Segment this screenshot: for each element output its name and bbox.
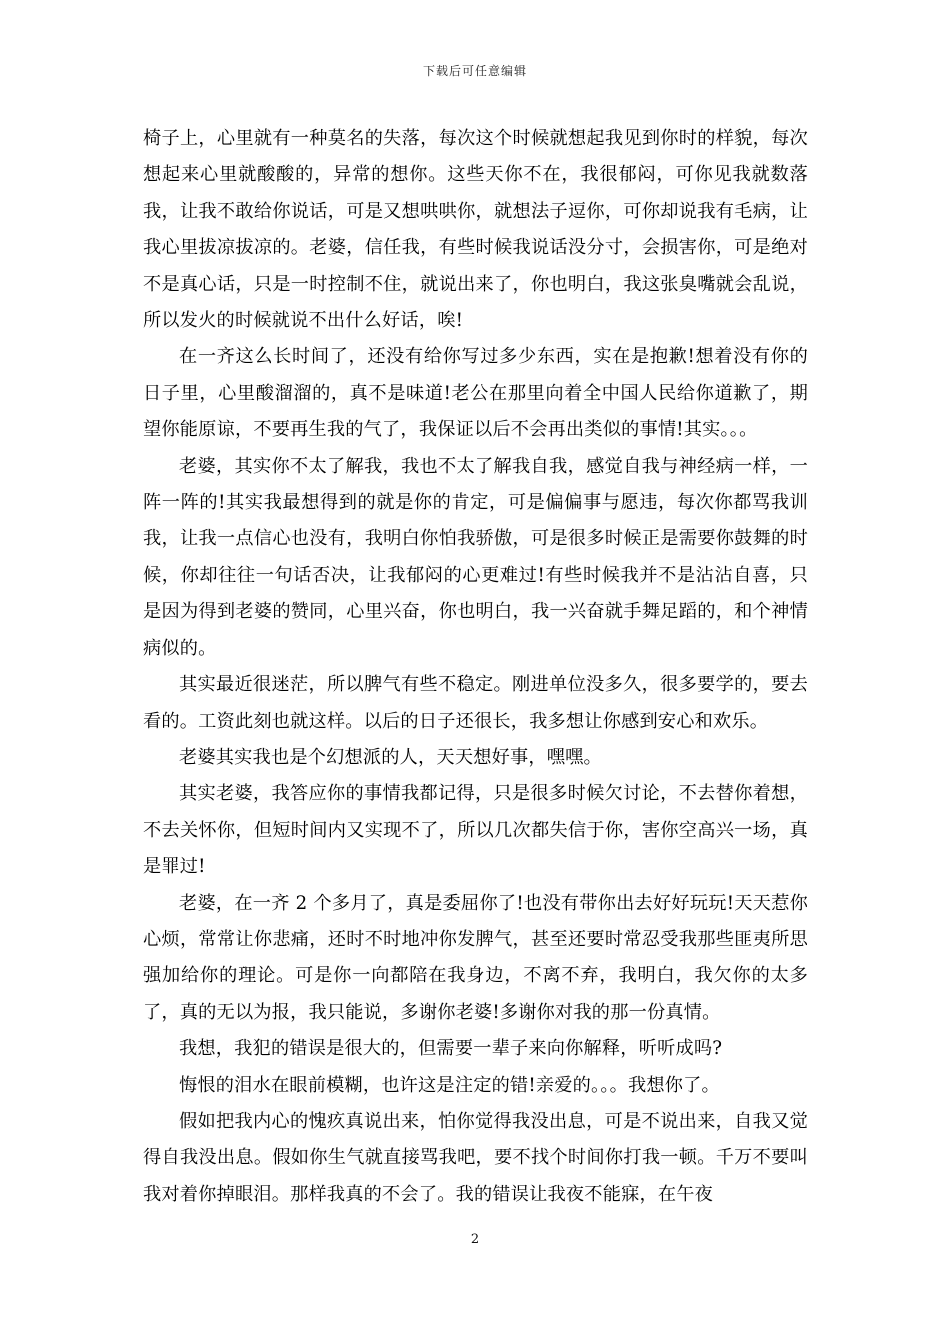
- paragraph: 我想，我犯的错误是很大的，但需要一辈子来向你解释，听听成吗?: [179, 1038, 723, 1060]
- paragraph: 其实最近很迷茫，所以脾气有些不稳定。刚进单位没多久，很多要学的，要去看的。工资此刻也就这样。以后的日子还很长，我多想让你感到安心和欢乐。: [143, 674, 808, 732]
- paragraph: 老婆，其实你不太了解我，我也不太了解我自我，感觉自我与神经病一样，一阵一阵的!其实我最想得到的就是你的肯定，可是偏偏事与愿违，每次你都骂我训我，让我一点信心也没有，我明白你怕我骄傲，可是很多时候正是需要你鼓舞的时候，你却往往一句话否决，让我郁闷的心更难过!有些时候我并不是沾沾自喜，只是因为得到老婆的赞同，心里兴奋，你也明白，我一兴奋就手舞足蹈的，和个神情病似的。: [143, 455, 808, 659]
- paragraph: 在一齐这么长时间了，还没有给你写过多少东西，实在是抱歉!想着没有你的日子里，心里酸溜溜的，真不是味道!老公在那里向着全中国人民给你道歉了，期望你能原谅，不要再生我的气了，我保证以后不会再出类似的事情!其实。。。: [143, 346, 808, 441]
- page-number: 2: [470, 1232, 480, 1247]
- paragraph: 悔恨的泪水在眼前模糊，也许这是注定的错!亲爱的。。。我想你了。: [179, 1074, 720, 1096]
- document-body: [143, 121, 808, 1213]
- paragraph: 假如把我内心的愧疚真说出来，怕你觉得我没出息，可是不说出来，自我又觉得自我没出息。假如你生气就直接骂我吧，要不找个时间你打我一顿。千万不要叫我对着你掉眼泪。那样我真的不会了。我的错误让我夜不能寐，在午夜: [143, 1110, 808, 1205]
- paragraph: 其实老婆，我答应你的事情我都记得，只是很多时候欠讨论，不去替你着想，不去关怀你，但短时间内又实现不了，所以几次都失信于你，害你空高兴一场，真是罪过!: [143, 783, 808, 878]
- paragraph: 老婆，在一齐 2 个多月了，真是委屈你了!也没有带你出去好好玩玩!天天惹你心烦，常常让你悲痛，还时不时地冲你发脾气，甚至还要时常忍受我那些匪夷所思强加给你的理论。可是你一向都陪在我身边，不离不弃，我明白，我欠你的太多了，真的无以为报，我只能说，多谢你老婆!多谢你对我的那一份真情。: [143, 892, 808, 1023]
- page-header: 下载后可任意编辑: [422, 64, 527, 78]
- paragraph: 老婆其实我也是个幻想派的人，天天想好事，嘿嘿。: [179, 746, 602, 768]
- paragraph: 椅子上，心里就有一种莫名的失落，每次这个时候就想起我见到你时的样貌，每次想起来心里就酸酸的，异常的想你。这些天你不在，我很郁闷，可你见我就数落我，让我不敢给你说话，可是又想哄哄你，就想法子逗你，可你却说我有毛病，让我心里拔凉拔凉的。老婆，信任我，有些时候我说话没分寸，会损害你，可是绝对不是真心话，只是一时控制不住，就说出来了，你也明白，我这张臭嘴就会乱说，所以发火的时候就说不出什么好话，唉!: [143, 128, 808, 332]
